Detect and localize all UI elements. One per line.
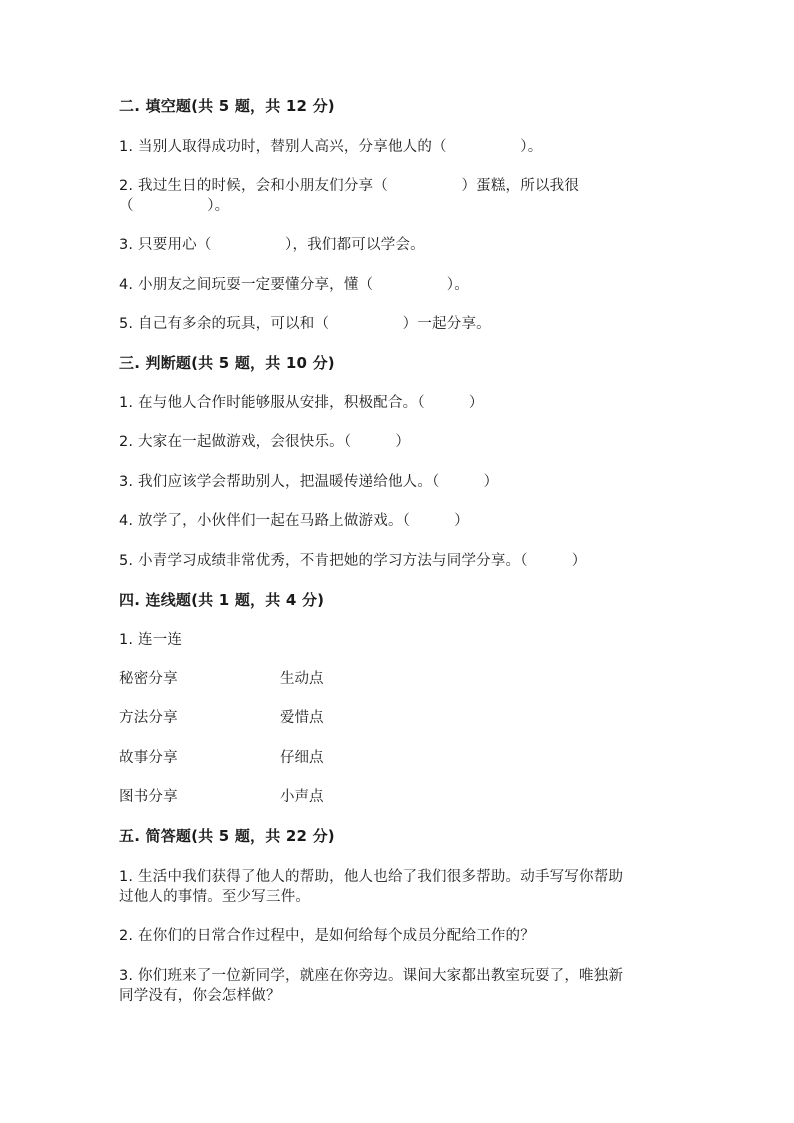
section-heading-short-answer: 五. 简答题(共 5 题，共 22 分)	[119, 827, 335, 845]
section-heading-fill-in: 二. 填空题(共 5 题，共 12 分)	[119, 97, 335, 115]
question-text-continuation: （ ）。	[119, 198, 230, 214]
matching-left-item: 方法分享	[119, 710, 178, 726]
matching-right-item: 仔细点	[280, 750, 324, 766]
question-text: 4. 放学了，小伙伴们一起在马路上做游戏。（ ）	[119, 513, 469, 529]
question-text: 3. 只要用心（ ），我们都可以学会。	[119, 237, 425, 253]
question-text: 1. 生活中我们获得了他人的帮助，他人也给了我们很多帮助。动手写写你帮助	[119, 869, 624, 885]
question-text-continuation: 过他人的事情。至少写三件。	[119, 889, 311, 905]
question-text: 2. 大家在一起做游戏，会很快乐。（ ）	[119, 434, 411, 450]
matching-left-item: 图书分享	[119, 789, 178, 805]
question-text: 3. 我们应该学会帮助别人，把温暖传递给他人。（ ）	[119, 474, 499, 490]
question-text: 5. 自己有多余的玩具，可以和（ ）一起分享。	[119, 316, 491, 332]
matching-right-item: 爱惜点	[280, 710, 324, 726]
question-text: 5. 小青学习成绩非常优秀，不肯把她的学习方法与同学分享。（ ）	[119, 553, 587, 569]
question-text: 2. 在你们的日常合作过程中，是如何给每个成员分配给工作的？	[119, 928, 535, 944]
matching-right-item: 生动点	[280, 671, 324, 687]
question-text: 1. 当别人取得成功时，替别人高兴，分享他人的（ ）。	[119, 139, 543, 155]
section-heading-matching: 四. 连线题(共 1 题，共 4 分)	[119, 591, 325, 609]
question-text: 1. 连一连	[119, 632, 183, 648]
question-text-continuation: 同学没有，你会怎样做？	[119, 988, 281, 1004]
question-text: 4. 小朋友之间玩耍一定要懂分享，懂（ ）。	[119, 277, 469, 293]
matching-left-item: 故事分享	[119, 750, 178, 766]
question-text: 1. 在与他人合作时能够服从安排，积极配合。（ ）	[119, 395, 484, 411]
matching-left-item: 秘密分享	[119, 671, 178, 687]
question-text: 3. 你们班来了一位新同学，就座在你旁边。课间大家都出教室玩耍了，唯独新	[119, 968, 624, 984]
question-text: 2. 我过生日的时候，会和小朋友们分享（ ）蛋糕，所以我很	[119, 178, 580, 194]
matching-right-item: 小声点	[280, 789, 324, 805]
section-heading-true-false: 三. 判断题(共 5 题，共 10 分)	[119, 354, 335, 372]
